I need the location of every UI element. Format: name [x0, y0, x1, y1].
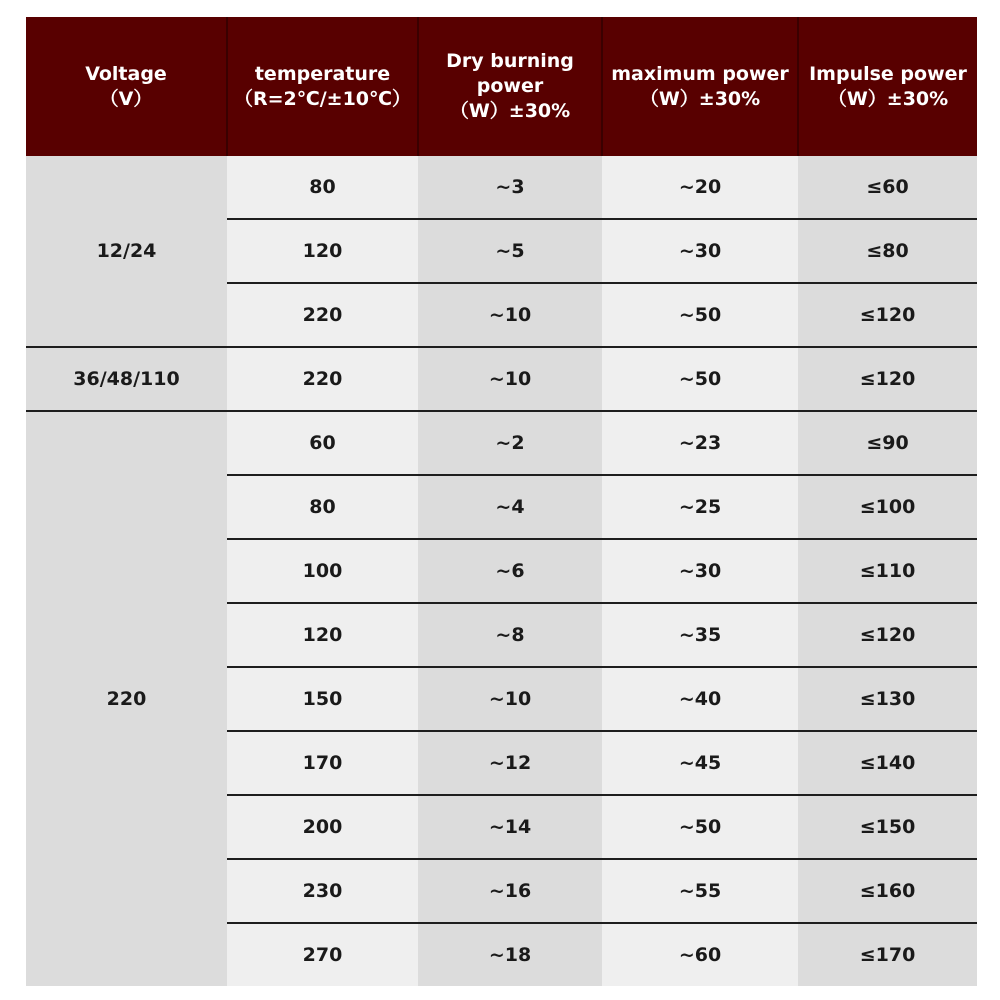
- dry-power-cell: ~3: [418, 156, 602, 219]
- dry-power-cell: ~10: [418, 667, 602, 731]
- dry-power-cell: ~4: [418, 475, 602, 539]
- header-line: （V）: [99, 87, 153, 110]
- max-power-cell: ~40: [602, 667, 798, 731]
- max-power-cell: ~45: [602, 731, 798, 795]
- header-line: Impulse power: [809, 62, 967, 85]
- impulse-power-cell: ≤80: [798, 219, 977, 283]
- header-line: maximum power: [611, 62, 789, 85]
- max-power-cell: ~50: [602, 347, 798, 411]
- table-row: [26, 347, 977, 411]
- impulse-power-cell: ≤170: [798, 923, 977, 986]
- impulse-power-cell: ≤110: [798, 539, 977, 603]
- impulse-power-cell: ≤140: [798, 731, 977, 795]
- impulse-power-cell: ≤160: [798, 859, 977, 923]
- temperature-cell: 170: [227, 731, 418, 795]
- header-line: （W）±30%: [449, 100, 571, 122]
- impulse-power-cell: ≤60: [798, 156, 977, 219]
- impulse-power-cell: ≤100: [798, 475, 977, 539]
- dry-power-cell: ~12: [418, 731, 602, 795]
- header-line: Voltage: [85, 62, 167, 85]
- dry-power-cell: ~5: [418, 219, 602, 283]
- impulse-power-cell: ≤120: [798, 603, 977, 667]
- temperature-cell: 220: [227, 347, 418, 411]
- impulse-power-cell: ≤90: [798, 411, 977, 475]
- table-row: [26, 411, 977, 475]
- temperature-cell: 60: [227, 411, 418, 475]
- header-maximum-power: [602, 17, 798, 156]
- header-line: temperature: [254, 62, 391, 85]
- max-power-cell: ~60: [602, 923, 798, 986]
- header-line: （R=2℃/±10℃）: [233, 87, 412, 110]
- dry-power-cell: ~10: [418, 283, 602, 347]
- header-voltage: [26, 17, 227, 156]
- temperature-cell: 270: [227, 923, 418, 986]
- header-temperature: [227, 17, 418, 156]
- temperature-cell: 230: [227, 859, 418, 923]
- dry-power-cell: ~14: [418, 795, 602, 859]
- header-line: （W）±30%: [639, 87, 761, 110]
- temperature-cell: 220: [227, 283, 418, 347]
- impulse-power-cell: ≤120: [798, 347, 977, 411]
- dry-power-cell: ~16: [418, 859, 602, 923]
- max-power-cell: ~35: [602, 603, 798, 667]
- header-impulse-power: [798, 17, 977, 156]
- impulse-power-cell: ≤120: [798, 283, 977, 347]
- temperature-cell: 80: [227, 475, 418, 539]
- header-line: （W）±30%: [827, 87, 949, 110]
- temperature-cell: 120: [227, 603, 418, 667]
- impulse-power-cell: ≤150: [798, 795, 977, 859]
- dry-power-cell: ~6: [418, 539, 602, 603]
- header-line: power: [476, 75, 544, 97]
- voltage-cell: 12/24: [26, 156, 227, 347]
- temperature-cell: 200: [227, 795, 418, 859]
- dry-power-cell: ~8: [418, 603, 602, 667]
- table-row: [26, 156, 977, 219]
- max-power-cell: ~20: [602, 156, 798, 219]
- dry-power-cell: ~10: [418, 347, 602, 411]
- max-power-cell: ~30: [602, 219, 798, 283]
- max-power-cell: ~30: [602, 539, 798, 603]
- max-power-cell: ~50: [602, 283, 798, 347]
- dry-power-cell: ~18: [418, 923, 602, 986]
- temperature-cell: 150: [227, 667, 418, 731]
- voltage-cell: 36/48/110: [26, 347, 227, 411]
- dry-power-cell: ~2: [418, 411, 602, 475]
- max-power-cell: ~50: [602, 795, 798, 859]
- temperature-cell: 80: [227, 156, 418, 219]
- header-line: Dry burning: [446, 50, 574, 72]
- header-dry-burning-power: [418, 17, 602, 156]
- header-row: [26, 17, 977, 156]
- impulse-power-cell: ≤130: [798, 667, 977, 731]
- voltage-cell: 220: [26, 411, 227, 986]
- power-spec-table: [26, 17, 977, 986]
- table-body: [26, 156, 977, 986]
- temperature-cell: 120: [227, 219, 418, 283]
- temperature-cell: 100: [227, 539, 418, 603]
- max-power-cell: ~55: [602, 859, 798, 923]
- max-power-cell: ~25: [602, 475, 798, 539]
- max-power-cell: ~23: [602, 411, 798, 475]
